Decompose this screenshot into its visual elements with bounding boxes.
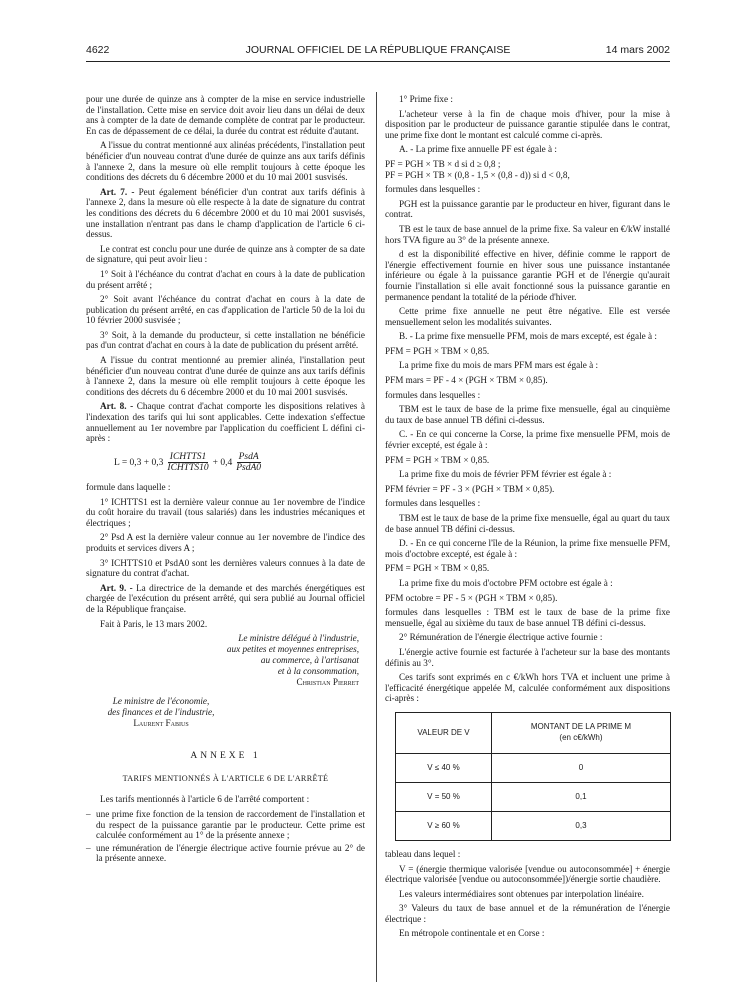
fraction-denominator: PsdA0 — [236, 463, 262, 474]
formula-line: PF = PGH × TB × (0,8 - 1,5 × (0,8 - d)) si d < 0,8, — [385, 169, 570, 180]
header-rule — [86, 61, 670, 62]
signature-place-date: Fait à Paris, le 13 mars 2002. — [100, 618, 208, 629]
indexation-formula — [114, 452, 365, 474]
article-label: Art. 7. - — [100, 186, 135, 197]
section-heading: 2° Rémunération de l'énergie électrique active fournie : — [399, 632, 603, 643]
fraction-numerator: PsdA — [238, 451, 259, 462]
paragraph: TBM est le taux de base de la prime fixe mensuelle, égal au quart du taux de base annuel TB défini ci-dessus. — [385, 513, 670, 534]
paragraph: L'énergie active fournie est facturée à l'acheteur sur la base des montants définis au 3°. — [385, 646, 670, 668]
column-header-v: VALEUR DE V — [396, 712, 492, 753]
paragraph: D. - En ce qui concerne l'île de la Réunion, la prime fixe mensuelle PFM, mois d'octobre excepté, est égale à : — [385, 538, 670, 559]
list-item: – une rémunération de l'énergie électrique active fournie prévue au 2° de la présente annexe. — [86, 843, 365, 864]
table-cell-v: V = 50 % — [396, 782, 492, 811]
header-line: MONTANT DE LA PRIME M — [530, 722, 632, 732]
table-row — [396, 782, 671, 811]
paragraph: 3° Valeurs du taux de base annuel et de la rémunération de l'énergie électrique : — [385, 903, 670, 924]
page-header — [86, 44, 670, 58]
signatory-name: Laurent Fabius — [133, 718, 189, 729]
paragraph: formules dans lesquelles : — [385, 184, 481, 195]
paragraph: pour une durée de quinze ans à compter de la mise en service industrielle de l'installation. Cette mise en service doit avoir lieu dans un délai de deux ans à compter de la date de demande complète de contrat par le producteur. En cas de dépassement de ce délai, la durée du contrat est réduite d'autant. — [86, 94, 365, 136]
paragraph: formules dans lesquelles : — [385, 498, 481, 509]
table-row — [396, 753, 671, 782]
table-cell-v: V ≥ 60 % — [396, 811, 492, 840]
paragraph: formules dans lesquelles : — [385, 389, 481, 400]
article-7 — [86, 187, 365, 240]
table-cell-m: 0 — [491, 753, 670, 782]
paragraph: 3° ICHTTS10 et PsdA0 sont les dernières valeurs connues à la date de signature du contrat d'achat. — [86, 557, 365, 579]
signature-line: Le ministre délégué à l'industrie, — [238, 633, 359, 644]
header-line: (en c€/kWh) — [559, 732, 603, 742]
paragraph: TBM est le taux de base de la prime fixe mensuelle, égal au cinquième du taux de base annuel TB défini ci-dessus. — [385, 404, 670, 425]
article-9 — [86, 583, 365, 615]
paragraph: formule dans laquelle : — [86, 482, 171, 492]
paragraph: La prime fixe du mois de mars PFM mars est égale à : — [399, 360, 599, 371]
paragraph: Les tarifs mentionnés à l'article 6 de l'arrêté comportent : — [100, 794, 310, 805]
tariff-list — [86, 809, 365, 864]
paragraph: A l'issue du contrat mentionné au premier alinéa, l'installation peut bénéficier d'un nouveau contrat d'une durée de quinze ans aux tarifs définis à l'annexe 2, dans la mesure où elle remplit toujours à cette époque les conditions des décrets du 6 décembre 2000 et du 10 mai 2001 susvisés. — [86, 355, 365, 397]
prime-m-table — [395, 712, 671, 841]
paragraph: La prime fixe du mois de février PFM février est égale à : — [399, 469, 612, 480]
signature-line: au commerce, à l'artisanat — [260, 655, 359, 666]
column-divider — [376, 92, 377, 982]
signature-line: Le ministre de l'économie, — [112, 696, 210, 707]
formula-line: PF = PGH × TB × d si d ≥ 0,8 ; — [385, 158, 501, 169]
paragraph: tableau dans lequel : — [385, 848, 461, 859]
article-8 — [86, 401, 365, 443]
paragraph: 1° ICHTTS1 est la dernière valeur connue au 1er novembre de l'indice du coût horaire du travail (tous salariés) dans les industries mécaniques et électriques ; — [86, 496, 365, 528]
paragraph: En métropole continentale et en Corse : — [399, 928, 545, 939]
table-cell-m: 0,3 — [491, 811, 670, 840]
journal-title: JOURNAL OFFICIEL DE LA RÉPUBLIQUE FRANÇAISE — [245, 44, 511, 56]
left-column — [86, 94, 365, 866]
table-cell-v: V ≤ 40 % — [396, 753, 492, 782]
formula-line: PFM février = PF - 3 × (PGH × TBM × 0,85). — [385, 483, 555, 494]
signature-block-2 — [86, 696, 236, 729]
formula-line: PFM = PGH × TBM × 0,85. — [385, 345, 490, 356]
paragraph: Les valeurs intermédiaires sont obtenues par interpolation linéaire. — [399, 888, 644, 899]
table-header-row — [396, 712, 671, 753]
article-text: La directrice de la demande et des marchés énergétiques est chargée de l'exécution du présent arrêté, qui sera publié au Journal officiel de la République française. — [86, 582, 365, 614]
article-label: Art. 9. - — [100, 582, 133, 593]
paragraph: L'acheteur verse à la fin de chaque mois d'hiver, pour la mise à disposition par le producteur de puissance garantie stipulée dans le contrat, une prime fixe dont le montant est calculé comme ci-après. — [385, 108, 670, 140]
signatory-name: Christian Pierret — [296, 677, 359, 688]
article-label: Art. 8. - — [100, 401, 134, 412]
formula-line: PFM octobre = PF - 5 × (PGH × TBM × 0,85). — [385, 592, 558, 603]
paragraph: Ces tarifs sont exprimés en c €/kWh hors TVA et incluent une prime à l'efficacité énergétique appelée M, calculée conformément aux dispositions ci-après : — [385, 672, 670, 704]
paragraph: B. - La prime fixe mensuelle PFM, mois de mars excepté, est égale à : — [399, 331, 657, 342]
formula-line: PFM = PGH × TBM × 0,85. — [385, 563, 490, 574]
paragraph: 2° Soit avant l'échéance du contrat d'achat en cours à la date de publication du présent arrêté, en cas d'application de l'article 50 de la loi du 10 février 2000 susvisée ; — [86, 294, 365, 326]
table-cell-m: 0,1 — [491, 782, 670, 811]
list-item: – une prime fixe fonction de la tension de raccordement de l'installation et du respect de la puissance garantie par le producteur. Cette prime est calculée conformément au 1° de la présente annexe ; — [86, 809, 365, 841]
paragraph: TB est le taux de base annuel de la prime fixe. Sa valeur en €/kW installé hors TVA figure au 3° de la présente annexe. — [385, 223, 670, 245]
article-text: Chaque contrat d'achat comporte les dispositions relatives à l'indexation des tarifs qui lui sont applicables. Cette indexation s'effectue annuellement au 1er novembre par l'application du coefficient L défini ci-après : — [86, 401, 365, 444]
signature-line: aux petites et moyennes entreprises, — [226, 644, 359, 655]
article-text: Peut également bénéficier d'un contrat aux tarifs définis à l'annexe 2, dans la mesure où elle respecte à la date de signature du contrat les conditions des décrets du 6 décembre 2000 et du 10 mai 2001 susvisés, une installation n'entrant pas dans le champ d'application de l'article 6 ci-dessus. — [86, 186, 365, 240]
formula-fraction-1 — [167, 452, 208, 474]
paragraph: d est la disponibilité effective en hiver, définie comme le rapport de l'énergie effectivement fournie en hiver sous une puissance instantanée inférieure ou égale à la puissance garantie PGH et de l'énergie qu'aurait fournie l'installation si elle avait fonctionné sous la puissance garantie en permanence pendant la totalité de la période d'hiver. — [385, 249, 670, 302]
formula-line: PFM = PGH × TBM × 0,85. — [385, 454, 490, 465]
formula-lhs: L = 0,3 + 0,3 — [114, 457, 164, 468]
paragraph: formules dans lesquelles : TBM est le taux de base de la prime fixe mensuelle, égal au sixième du taux de base annuel TB défini ci-dessus. — [385, 607, 670, 628]
signature-line: et à la consommation, — [277, 666, 359, 677]
annexe-title: ANNEXE 1 — [190, 751, 261, 762]
fraction-numerator: ICHTTS1 — [169, 451, 207, 462]
paragraph: 1° Soit à l'échéance du contrat d'achat en cours à la date de publication du présent arrêté ; — [86, 268, 365, 290]
paragraph: La prime fixe du mois d'octobre PFM octobre est égale à : — [399, 577, 613, 588]
paragraph: A l'issue du contrat mentionné aux alinéas précédents, l'installation peut bénéficier d'un nouveau contrat d'une durée de quinze ans aux tarifs définis à l'annexe 2, dans la mesure où elle remplit toujours à cette époque les conditions des décrets du 6 décembre 2000 et du 10 mai 2001 susvisés. — [86, 140, 365, 183]
formula-plus: + 0,4 — [212, 457, 233, 468]
annexe-subtitle: TARIFS MENTIONNÉS À L'ARTICLE 6 DE L'ARRÊTÉ — [122, 773, 329, 783]
paragraph: PGH est la puissance garantie par le producteur en hiver, figurant dans le contrat. — [385, 198, 670, 220]
paragraph: Le contrat est conclu pour une durée de quinze ans à compter de sa date de signature, qui peut avoir lieu : — [86, 243, 365, 265]
section-heading: 1° Prime fixe : — [399, 94, 453, 104]
column-header-m — [491, 712, 670, 753]
formula-line: PFM mars = PF - 4 × (PGH × TBM × 0,85). — [385, 375, 548, 386]
formula-fraction-2 — [236, 452, 261, 474]
paragraph: C. - En ce qui concerne la Corse, la prime fixe mensuelle PFM, mois de février excepté, est égale à : — [385, 429, 670, 451]
table-row — [396, 811, 671, 840]
paragraph: A. - La prime fixe annuelle PF est égale à : — [399, 144, 557, 155]
page-number: 4622 — [86, 44, 110, 56]
paragraph: 2° Psd A est la dernière valeur connue au 1er novembre de l'indice des produits et services divers A ; — [86, 532, 365, 553]
signature-block-1 — [86, 633, 365, 688]
signature-line: des finances et de l'industrie, — [107, 707, 215, 718]
paragraph: 3° Soit, à la demande du producteur, si cette installation ne bénéficie pas d'un contrat d'achat en cours à la date de publication du présent arrêté. — [86, 329, 365, 351]
right-column — [385, 94, 670, 943]
paragraph: V = (énergie thermique valorisée [vendue ou autoconsommée] + énergie électrique valorisée [vendue ou autoconsommée])/énergie sortie chaudière. — [385, 863, 670, 885]
fraction-denominator: ICHTTS10 — [167, 463, 209, 474]
issue-date: 14 mars 2002 — [605, 44, 670, 56]
paragraph: Cette prime fixe annuelle ne peut être négative. Elle est versée mensuellement selon les modalités suivantes. — [385, 306, 670, 327]
